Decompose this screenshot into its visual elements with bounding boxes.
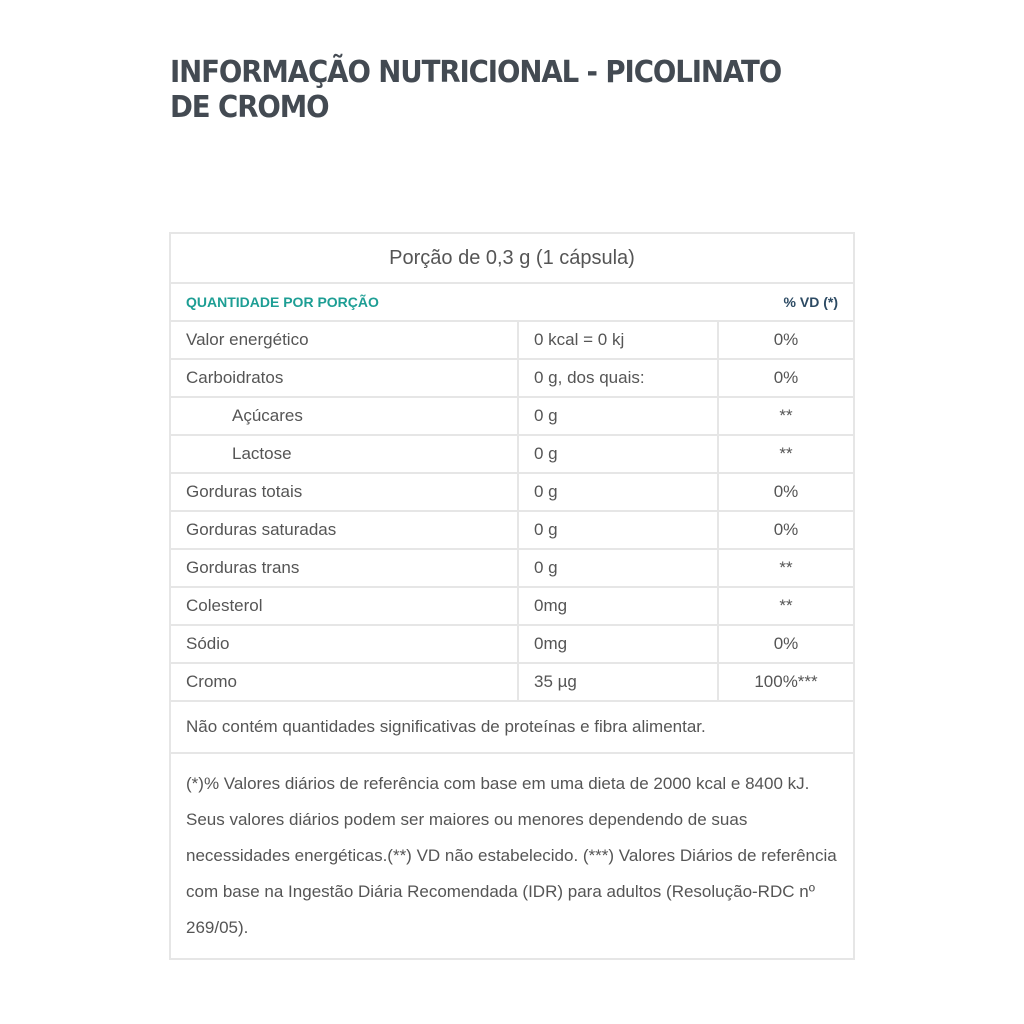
portion-label: Porção de 0,3 g (1 cápsula) bbox=[170, 233, 854, 283]
table-row bbox=[170, 359, 854, 397]
table-row bbox=[170, 321, 854, 359]
nutrient-vd: ** bbox=[718, 587, 854, 625]
nutrient-vd: ** bbox=[718, 397, 854, 435]
table-row bbox=[170, 663, 854, 701]
table-row bbox=[170, 435, 854, 473]
nutrient-amount: 0 g bbox=[518, 435, 718, 473]
daily-values-footnote: (*)% Valores diários de referência com base em uma dieta de 2000 kcal e 8400 kJ. Seus valores diários podem ser maiores ou menores dependendo de suas necessidades energéticas.(**) VD não estabelecido. (***) Valores Diários de referência com base na Ingestão Diária Recomendada (IDR) para adultos (Resolução-RDC nº 269/05). bbox=[170, 753, 854, 959]
nutrient-vd: 0% bbox=[718, 321, 854, 359]
nutrient-amount: 0 g bbox=[518, 511, 718, 549]
nutrient-name: Colesterol bbox=[170, 587, 518, 625]
nutrient-vd: 0% bbox=[718, 359, 854, 397]
nutrition-table bbox=[169, 232, 855, 960]
nutrient-amount: 0mg bbox=[518, 587, 718, 625]
table-row bbox=[170, 397, 854, 435]
nutrient-vd: ** bbox=[718, 435, 854, 473]
nutrient-amount: 0mg bbox=[518, 625, 718, 663]
table-row bbox=[170, 511, 854, 549]
nutrient-vd: 100%*** bbox=[718, 663, 854, 701]
nutrient-vd: 0% bbox=[718, 473, 854, 511]
nutrient-name: Lactose bbox=[170, 435, 518, 473]
page-title: INFORMAÇÃO NUTRICIONAL - PICOLINATO DE CROMO bbox=[170, 55, 782, 125]
nutrient-amount: 0 g, dos quais: bbox=[518, 359, 718, 397]
table-header-row bbox=[170, 283, 854, 321]
nutrient-name: Carboidratos bbox=[170, 359, 518, 397]
vd-header: % VD (*) bbox=[718, 283, 854, 321]
portion-row bbox=[170, 233, 854, 283]
nutrient-name: Gorduras totais bbox=[170, 473, 518, 511]
nutrient-vd: 0% bbox=[718, 511, 854, 549]
nutrient-name: Gorduras saturadas bbox=[170, 511, 518, 549]
nutrient-amount: 0 g bbox=[518, 397, 718, 435]
nutrient-name: Gorduras trans bbox=[170, 549, 518, 587]
nutrient-amount: 0 kcal = 0 kj bbox=[518, 321, 718, 359]
nutrient-amount: 0 g bbox=[518, 473, 718, 511]
nutrient-vd: 0% bbox=[718, 625, 854, 663]
nutrient-name: Sódio bbox=[170, 625, 518, 663]
quantity-per-portion-header: QUANTIDADE POR PORÇÃO bbox=[170, 283, 718, 321]
footnote-row bbox=[170, 753, 854, 959]
no-significant-amounts-note: Não contém quantidades significativas de proteínas e fibra alimentar. bbox=[170, 701, 854, 753]
nutrient-name: Açúcares bbox=[170, 397, 518, 435]
nutrient-amount: 0 g bbox=[518, 549, 718, 587]
table-row bbox=[170, 473, 854, 511]
nutrient-name: Valor energético bbox=[170, 321, 518, 359]
table-row bbox=[170, 625, 854, 663]
table-row bbox=[170, 549, 854, 587]
nutrient-vd: ** bbox=[718, 549, 854, 587]
nutrient-amount: 35 µg bbox=[518, 663, 718, 701]
table-row bbox=[170, 587, 854, 625]
note-row bbox=[170, 701, 854, 753]
nutrient-name: Cromo bbox=[170, 663, 518, 701]
